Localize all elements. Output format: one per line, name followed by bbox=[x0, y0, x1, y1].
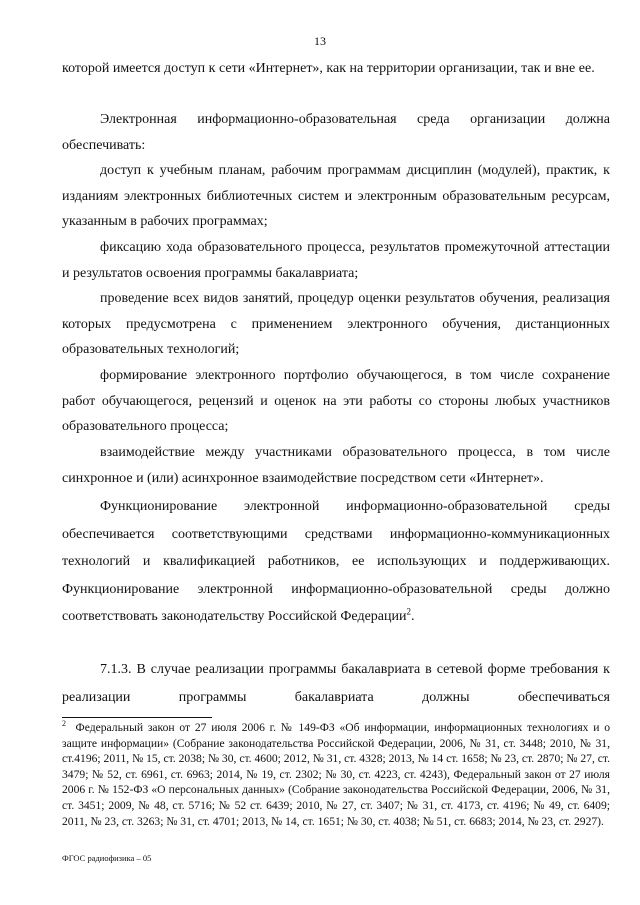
paragraph-access: доступ к учебным планам, рабочим программам дисциплин (модулей), практик, к изданиям электронных библиотечных систем и электронным образовательным ресурсам, указанным в рабочих программах; bbox=[62, 163, 610, 229]
paragraph-portfolio: формирование электронного портфолио обучающегося, в том числе сохранение работ обучающегося, рецензий и оценок на эти работы со стороны любых участников образовательного процесса; bbox=[62, 368, 610, 434]
footnote-text: Федеральный закон от 27 июля 2006 г. № 149-ФЗ «Об информации, информационных технологиях и о защите информации» (Собрание законодательства Российской Федерации, 2006, № 31, ст. 3448; 2010, № 31, ст.4196; 2011, № 15, ст. 2038; № 30, ст. 4600; 2012, № 31, ст. 4328; 2013, № 14 ст. 1658; № 23, ст. 2870; № 27, ст. 3479; № 52, ст. 6961, ст. 6963; 2014, № 19, ст. 2302; № 30, ст. 4223, ст. 4243), Федеральный закон от 27 июля 2006 г. № 152-ФЗ «О персональных данных» (Собрание законодательства Российской Федерации, 2006, № 31, ст. 3451; 2009, № 48, ст. 5716; № 52 ст. 6439; 2010, № 27, ст. 3407; № 31, ст. 4173, ст. 4196; № 49, ст. 6409; 2011, № 23, ст. 3263; № 31, ст. 4701; 2013, № 14, ст. 1651; № 30, ст. 4038; № 51, ст. 6683; 2014, № 23, ст. 2927). bbox=[62, 721, 610, 828]
footnote bbox=[62, 720, 610, 829]
paragraph-fixation: фиксацию хода образовательного процесса, результатов промежуточной аттестации и результатов освоения программы бакалавриата; bbox=[62, 240, 610, 281]
paragraph-functioning: Функционирование электронной информационно-образовательной среды обеспечивается соответствующими средствами информационно-коммуникационных технологий и квалификацией работников, ее использующих и поддерживающих. Функционирование электронной информационно-образовательной среды должно соответствовать законодательству Российской Федерации$^2$. bbox=[62, 499, 610, 624]
footer-label: ФГОС радиофизика – 05 bbox=[62, 853, 152, 863]
paragraph-classes: проведение всех видов занятий, процедур оценки результатов обучения, реализация которых предусмотрена с применением электронного обучения, дистанционных образовательных технологий; bbox=[62, 291, 610, 357]
footnote-marker: 2 bbox=[62, 719, 66, 729]
paragraph-interaction: взаимодействие между участниками образовательного процесса, в том числе синхронное и (или) асинхронное взаимодействие посредством сети «Интернет». bbox=[62, 445, 610, 486]
footnote-reference: 2 bbox=[406, 606, 411, 617]
page-number: 13 bbox=[314, 34, 326, 48]
footnote-separator bbox=[62, 717, 212, 718]
paragraph-functioning-text: Функционирование электронной информационно-образовательной среды обеспечивается соответствующими средствами информационно-коммуникационных технологий и квалификацией работников, ее использующих и поддерживающих. Функционирование электронной информационно-образовательной среды должно соответствовать законодательству Российской Федерации bbox=[62, 499, 610, 624]
paragraph-continuation: которой имеется доступ к сети «Интернет», как на территории организации, так и вне ее. bbox=[62, 61, 595, 76]
paragraph-network-form: 7.1.3. В случае реализации программы бакалавриата в сетевой форме требования к реализации программы бакалавриата должны обеспечиваться bbox=[62, 662, 610, 705]
paragraph-eios-intro: Электронная информационно-образовательная среда организации должна обеспечивать: bbox=[62, 112, 610, 153]
